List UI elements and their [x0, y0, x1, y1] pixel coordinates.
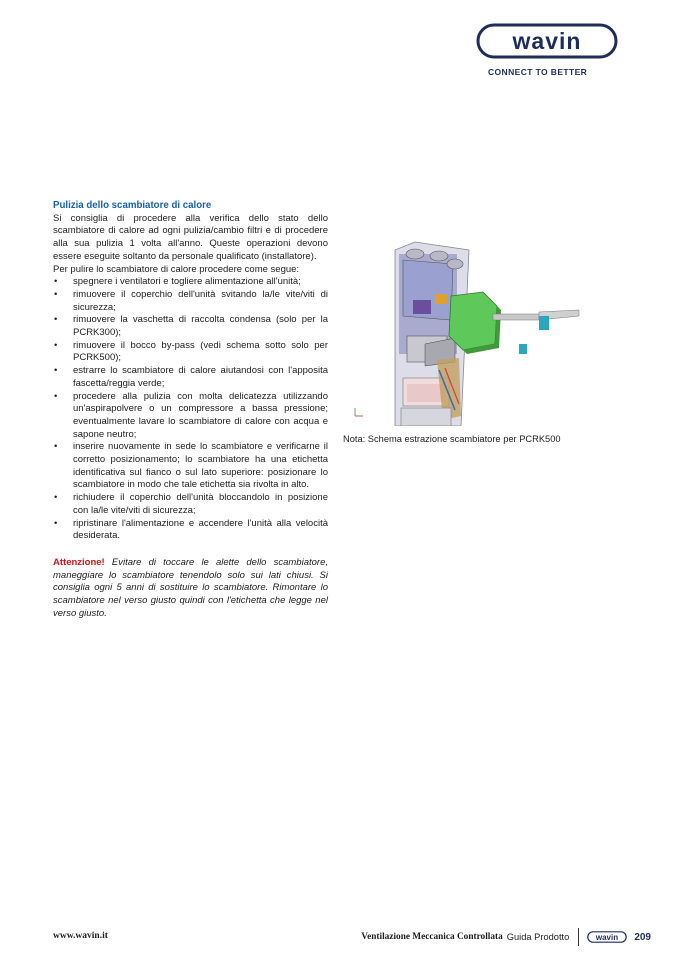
section-title: Pulizia dello scambiatore di calore	[53, 200, 212, 211]
footer-url[interactable]: www.wavin.it	[53, 931, 108, 941]
footer-doc-title: Ventilazione Meccanica Controllata	[361, 932, 503, 942]
footer-info	[361, 927, 651, 947]
footer-divider	[578, 928, 579, 946]
list-item: • procedere alla pulizia con molta delicatezza utilizzando un'aspirapolvere o un compressore a bassa pressione; eventualmente lavare lo scambiatore di calore con acqua e sapone neutro;	[54, 390, 328, 440]
list-item: • estrarre lo scambiatore di calore aiutandosi con l'apposita fascetta/reggia verde;	[54, 365, 328, 389]
content-column	[53, 200, 328, 621]
list-item: • spegnere i ventilatori e togliere alimentazione all'unità;	[54, 276, 301, 288]
svg-text:wavin: wavin	[512, 28, 582, 54]
footer-doc-subtitle: Guida Prodotto	[506, 932, 570, 942]
wavin-logo	[476, 23, 618, 59]
wavin-mini-logo	[587, 931, 627, 943]
page-number: 209	[634, 931, 651, 943]
steps-list	[53, 276, 328, 543]
warning-text: Evitare di toccare le alette dello scambiatore, maneggiare lo scambiatore tenendolo solo sui lati chiusi. Si consiglia ogni 5 anni di sostituire lo scambiatore. Rimontare lo scambiatore nel verso giusto quindi con l'etichetta che legge nel verso giusto.	[53, 556, 328, 619]
heat-exchanger-extraction-diagram	[343, 240, 589, 426]
list-item: • richiudere il coperchio dell'unità bloccandolo in posizione con la/le vite/viti di sicurezza;	[54, 492, 328, 516]
list-item: • ripristinare l'alimentazione e accendere l'unità alla velocità desiderata.	[54, 517, 328, 542]
brand-tagline: CONNECT TO BETTER	[488, 67, 588, 77]
list-item: • inserire nuovamente in sede lo scambiatore e verificarne il corretto posizionamento; lo scambiatore ha una etichetta identificativa sul fianco o sul lato superiore: posizionare lo scambiatore in modo che tale etichetta sia rivolta in alto.	[54, 441, 328, 491]
figure-caption: Nota: Schema estrazione scambiatore per PCRK500	[343, 434, 561, 444]
intro-paragraph: Si consiglia di procedere alla verifica dello stato dello scambiatore di calore ad ogni pulizia/cambio filtri e di procedere alla sua pulizia 1 volta all'anno. Queste operazioni devono essere eseguite soltanto da personale qualificato (installatore).	[53, 212, 328, 262]
warning-note	[53, 557, 328, 621]
list-item: • rimuovere il bocco by-pass (vedi schema sotto solo per PCRK500);	[54, 339, 328, 364]
warning-label: Attenzione!	[53, 556, 105, 568]
list-item: • rimuovere la vaschetta di raccolta condensa (solo per la PCRK300);	[54, 314, 328, 339]
svg-text:wavin: wavin	[596, 933, 619, 942]
steps-intro: Per pulire lo scambiatore di calore procedere come segue:	[53, 263, 300, 275]
list-item: • rimuovere il coperchio dell'unità svitando la/le vite/viti di sicurezza;	[54, 288, 328, 313]
